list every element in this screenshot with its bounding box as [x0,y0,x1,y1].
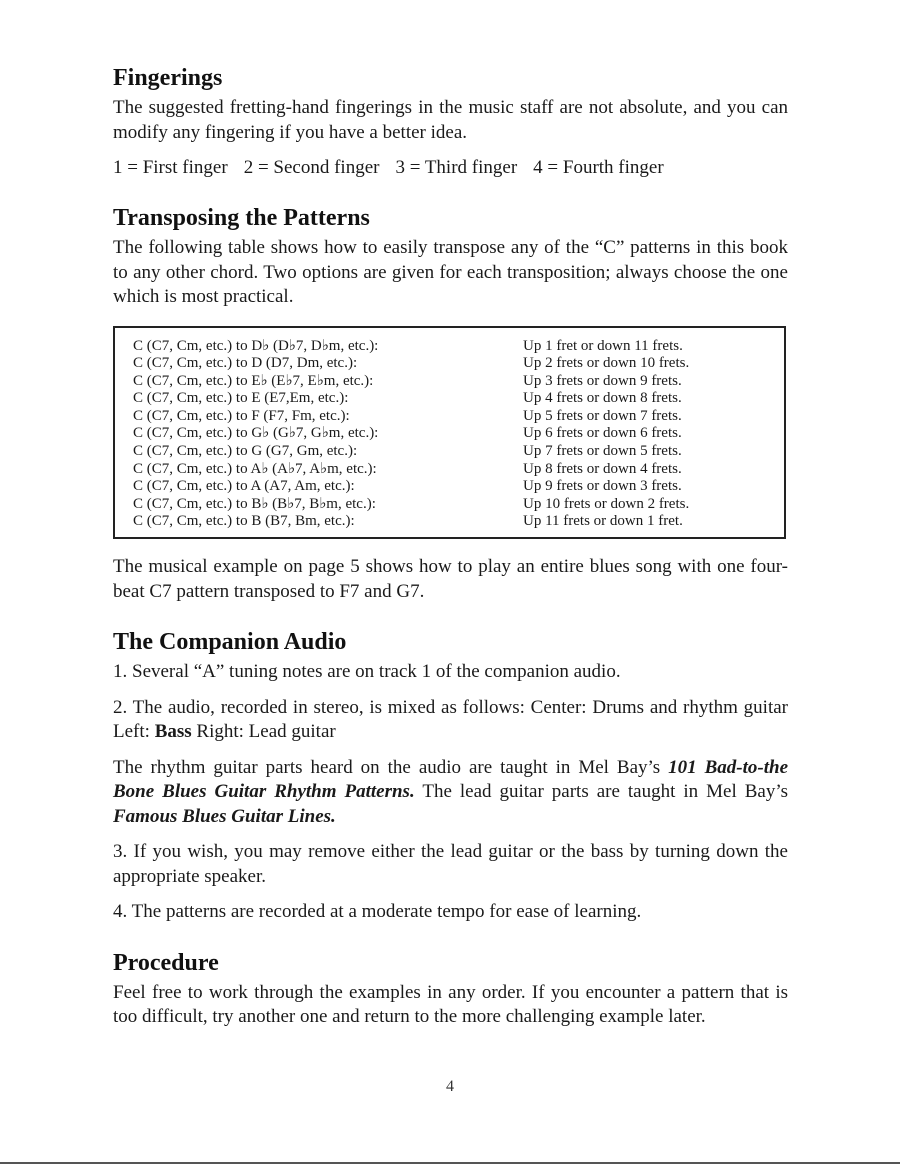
table-row [133,338,784,356]
table-cell-to: Up 7 frets or down 5 frets. [523,443,682,460]
table-cell-to: Up 9 frets or down 3 frets. [523,478,682,495]
audio-item-2-text-end: Right: Lead guitar [191,721,336,743]
table-cell-from: C (C7, Cm, etc.) to B♭ (B♭7, B♭m, etc.): [133,495,376,512]
audio-lead-text: The lead guitar parts are taught in Mel Bay’s [414,781,788,803]
page-number: 4 [446,1078,454,1095]
audio-item-2-text: 2. The audio, recorded in stereo, is mixed as follows: Center: Drums and rhythm guitar Left: [113,696,788,743]
table-cell-from: C (C7, Cm, etc.) to G♭ (G♭7, G♭m, etc.): [133,425,379,442]
table-cell-from: C (C7, Cm, etc.) to B (B7, Bm, etc.): [133,513,355,530]
table-cell-from: C (C7, Cm, etc.) to D (D7, Dm, etc.): [133,355,358,372]
audio-rhythm-note [113,756,788,830]
audio-item-1: 1. Several “A” tuning notes are on track 1 of the companion audio. [113,661,621,683]
table-row [133,443,784,461]
page-content [113,64,788,1030]
table-cell-from: C (C7, Cm, etc.) to F (F7, Fm, etc.): [133,407,350,424]
table-row [133,513,784,531]
table-row [133,373,784,391]
transposition-table [113,326,786,540]
table-cell-from: C (C7, Cm, etc.) to A (A7, Am, etc.): [133,478,355,495]
lead-book-title: Famous Blues Guitar Lines. [113,805,336,827]
table-cell-to: Up 3 frets or down 9 frets. [523,372,682,389]
audio-bass-label: Bass [154,721,192,743]
finger-legend-3: 3 = Third finger [395,157,518,178]
table-row [133,355,784,373]
rhythm-book-title: 101 Bad-to-the Bone Blues Guitar Rhythm Patterns. [113,756,789,803]
audio-rhythm-text: The rhythm guitar parts heard on the audio are taught in Mel Bay’s [113,756,669,778]
transposing-heading: Transposing the Patterns [113,205,370,231]
audio-item-2 [113,696,788,745]
finger-legend [113,156,788,180]
fingerings-heading: Fingerings [113,65,223,91]
audio-item-3: 3. If you wish, you may remove either the lead guitar or the bass by turning down the appropriate speaker. [113,841,788,887]
table-row [133,408,784,426]
procedure-heading: Procedure [113,949,219,976]
table-row [133,478,784,496]
table-cell-from: C (C7, Cm, etc.) to E (E7,Em, etc.): [133,390,349,407]
table-row [133,390,784,408]
table-cell-from: C (C7, Cm, etc.) to E♭ (E♭7, E♭m, etc.): [133,372,374,389]
transposing-intro: The following table shows how to easily transpose any of the “C” patterns in this book to any other chord. Two options are given for each transposition; always choose the one which is most practical. [113,237,788,307]
table-cell-from: C (C7, Cm, etc.) to D♭ (D♭7, D♭m, etc.): [133,337,379,354]
table-cell-to: Up 5 frets or down 7 frets. [523,407,682,424]
table-cell-to: Up 4 frets or down 8 frets. [523,390,682,407]
table-cell-to: Up 2 frets or down 10 frets. [523,355,690,372]
table-row [133,425,784,443]
fingerings-intro: The suggested fretting-hand fingerings in the music staff are not absolute, and you can modify any fingering if you have a better idea. [113,97,788,143]
audio-item-4: 4. The patterns are recorded at a moderate tempo for ease of learning. [113,901,642,923]
transposing-example: The musical example on page 5 shows how to play an entire blues song with one four-beat C7 pattern transposed to F7 and G7. [113,556,788,602]
table-cell-from: C (C7, Cm, etc.) to G (G7, Gm, etc.): [133,443,358,460]
procedure-text: Feel free to work through the examples in any order. If you encounter a pattern that is too difficult, try another one and return to the more challenging example later. [113,981,788,1028]
table-cell-to: Up 8 frets or down 4 frets. [523,460,682,477]
table-cell-to: Up 10 frets or down 2 frets. [523,495,690,512]
finger-legend-1: 1 = First finger [113,157,228,178]
table-row [133,496,784,514]
table-cell-to: Up 11 frets or down 1 fret. [523,513,683,530]
table-cell-to: Up 1 fret or down 11 frets. [523,337,683,354]
table-cell-to: Up 6 frets or down 6 frets. [523,425,682,442]
table-row [133,461,784,479]
audio-heading: The Companion Audio [113,629,347,656]
finger-legend-4: 4 = Fourth finger [533,157,664,178]
table-cell-from: C (C7, Cm, etc.) to A♭ (A♭7, A♭m, etc.): [133,460,377,477]
finger-legend-2: 2 = Second finger [243,157,380,178]
